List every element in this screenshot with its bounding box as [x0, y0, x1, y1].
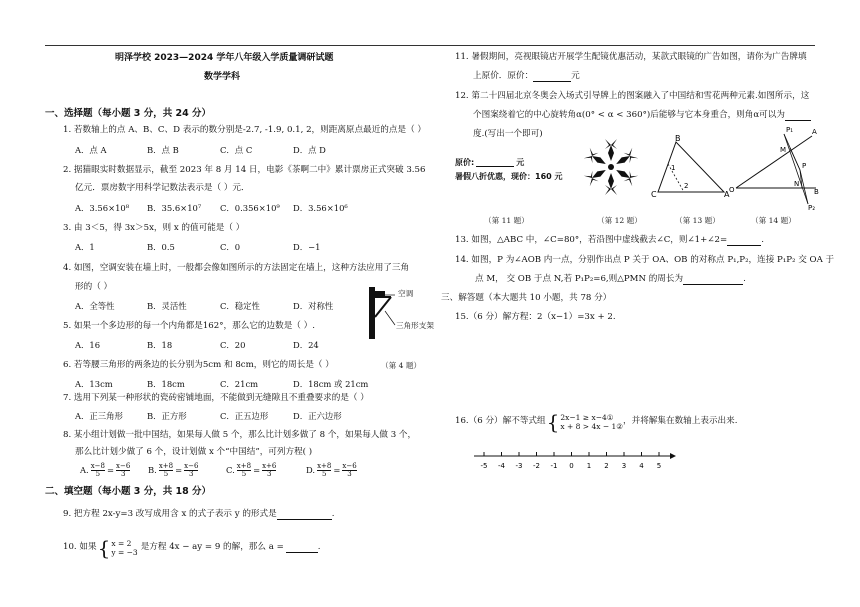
q13-text: 13. 如图，△ABC 中，∠C=80°，若沿图中虚线截去∠C，则∠1+∠2=: [455, 235, 728, 245]
q6-option-c: C．21cm: [220, 379, 259, 389]
fig14-label-p1: P₁: [786, 126, 794, 134]
q5-option-d: D．24: [293, 340, 319, 350]
q8-b-num2: x−6: [184, 462, 199, 470]
fig14-caption: （第 14 题）: [751, 216, 796, 225]
number-line-tick-label: -1: [550, 462, 558, 470]
number-line-tick-label: 5: [656, 462, 662, 470]
q4-option-a: A．全等性: [75, 301, 115, 311]
q8-option-c: C. $\frac{x+8}{5}$ = $\frac{x+6}{3}$: [226, 462, 277, 478]
fig11-caption: （第 11 题）: [484, 216, 529, 225]
q5-stem: 5. 如果一个多边形的每一个内角都是162°，那么它的边数是（ ）.: [63, 321, 315, 331]
q16-stem: 16.（6 分）解不等式组 { 2x−1 ≥ x−4① x + 8 > 4x − 1② ，并将解集在数轴上表示出来.: [455, 410, 738, 434]
q8-d-den1: 5: [321, 470, 327, 478]
figure-4-bracket: [355, 283, 435, 343]
section3-heading: 三、解答题（本大题共 10 小题，共 78 分）: [441, 293, 612, 303]
q8-b-den2: 3: [189, 470, 194, 478]
q11-stem-2: [473, 72, 580, 82]
fig4-caption: （第 4 题）: [381, 361, 422, 370]
q3-stem: 3. 由 3＜5，得 3x＞5x，则 x 的值可能是（ ）: [63, 223, 245, 233]
fig14-label-n: N: [794, 180, 800, 188]
ad-discount-line: 暑假八折优惠，现价：160 元: [455, 172, 563, 182]
q14-stem-2: 点 M， 交 OB 于点 N,若 P₁P₂=6,则△PMN 的周长为 .: [475, 274, 746, 284]
q3-option-b: B．0.5: [147, 242, 175, 252]
q15-stem: 15.（6 分）解方程：2（x−1）=3x + 2.: [455, 312, 616, 322]
q3-option-a: A．1: [75, 242, 95, 252]
q9-stem: 9. 把方程 2x-y=3 改写成用含 x 的式子表示 y 的形式是 .: [63, 509, 335, 519]
fig13-label-c: C: [651, 190, 657, 199]
q8-c-num2: x+6: [262, 462, 277, 470]
q8-stem: 8. 某小组计划做一批中国结，如果每人做 5 个，那么比计划多做了 8 个，如果每人做 3 个，: [63, 430, 417, 440]
q8-b-num1: x+8: [158, 462, 174, 470]
fig13-caption: （第 13 题）: [675, 216, 720, 225]
q8-b-den1: 5: [163, 470, 169, 478]
fig12-caption: （第 12 题）: [597, 216, 642, 225]
q12-stem-2: [473, 111, 811, 121]
q8-option-b: B. $\frac{x+8}{5}$ = $\frac{x-6}{3}$: [148, 462, 199, 478]
q4-option-d: D．对称性: [293, 301, 334, 311]
number-line-arrow-icon: [670, 453, 676, 459]
q9-text: 9. 把方程 2x-y=3 改写成用含 x 的式子表示 y 的形式是: [63, 509, 277, 519]
q6-option-d: D．18cm 或 21cm: [293, 379, 369, 389]
q10-text-b: 是方程 4x − ay = 9 的解，那么 a =: [140, 542, 284, 553]
q10-system-line2: y = −3: [111, 548, 138, 557]
q7-option-b: B．正方形: [147, 411, 187, 421]
fig13-label-1: 1: [671, 164, 676, 172]
q4-option-b: B．灵活性: [147, 301, 187, 311]
q8-d-label: D.: [306, 464, 316, 475]
q3-option-c: C．0: [220, 242, 241, 252]
q11-stem: 11. 暑假期间，亮视眼镜店开展学生配镜优惠活动，某款式眼镜的广告如图，请你为广告牌填: [455, 52, 807, 62]
exam-title: 明泽学校 2023—2024 学年八年级入学质量调研试题: [115, 53, 334, 63]
q1-option-b: B．点 B: [147, 145, 179, 155]
q16-system-line2: x + 8 > 4x − 1②: [560, 422, 624, 431]
number-line-tick-label: -3: [515, 462, 523, 470]
q12-text-b: 个图案绕着它的中心旋转角α(0° < α < 360°)后能够与它本身重合，则角α可以为: [473, 110, 785, 120]
figure-13-triangle: [650, 134, 730, 199]
q5-option-a: A．16: [75, 340, 101, 350]
subject-title: 数学学科: [204, 72, 241, 82]
q1-option-c: C．点 C: [220, 145, 253, 155]
q2-option-c: C．0.356×10⁹: [220, 203, 280, 213]
q13-answer-blank[interactable]: [727, 237, 761, 246]
q14-answer-blank[interactable]: [683, 276, 743, 285]
fig14-label-m: M: [780, 146, 787, 154]
q6-stem: 6. 若等腰三角形的两条边的长分别为5cm 和 8cm，则它的周长是（ ）: [63, 360, 334, 370]
q6-option-a: A．13cm: [75, 379, 113, 389]
q1-option-a: A．点 A: [75, 145, 107, 155]
wall: [369, 287, 375, 339]
fig13-label-b: B: [675, 134, 681, 143]
section2-heading: 二、填空题（每小题 3 分，共 18 分）: [45, 486, 212, 497]
q11-text-b: 上原价．原价：: [473, 71, 534, 81]
number-line-tick-label: -4: [498, 462, 505, 470]
figure-12-snowflake-icon: [580, 136, 642, 198]
q11-answer-blank[interactable]: [533, 73, 571, 82]
q2-option-a: A．3.56×10⁸: [75, 203, 130, 213]
q2-option-b: B．35.6×10⁷: [147, 203, 202, 213]
q8-c-num1: x+8: [236, 462, 252, 470]
q8-stem-2: 那么比计划少做了 6 个，设计划做 x 个“中国结”，可列方程( ): [75, 447, 313, 457]
q4-stem: 4. 如图，空调安装在墙上时，一般都会像如图所示的方法固定在墙上，这种方法应用了三角: [63, 263, 410, 273]
q5-option-b: B．18: [147, 340, 173, 350]
number-line-tick-label: 4: [639, 462, 644, 470]
section1-heading: 一、选择题（每小题 3 分，共 24 分）: [45, 108, 212, 119]
q2-option-d: D．3.56×10⁶: [293, 203, 348, 213]
ad-price-blank: [476, 159, 514, 167]
q4-stem-2: 形的（ ）: [75, 282, 113, 292]
q16-system-line1: 2x−1 ≥ x−4①: [560, 412, 614, 422]
fig13-label-a: A: [724, 190, 730, 199]
q7-option-c: C．正五边形: [220, 411, 269, 421]
fig4-label-ac: 空调: [398, 289, 414, 298]
q8-c-den1: 5: [241, 470, 247, 478]
q1-stem: 1. 若数轴上的点 A、B、C、D 表示的数分别是-2.7, -1.9, 0.1, 2，则距离原点最近的点是（ ）: [63, 125, 426, 135]
q8-a-den2: 3: [120, 470, 126, 478]
number-line-tick-label: 3: [621, 462, 627, 470]
q8-a-den1: 5: [95, 470, 101, 478]
fig4-label-bracket: 三角形支架: [396, 321, 434, 330]
q5-option-c: C．20: [220, 340, 246, 350]
q10-stem: 10. 如果 { x = 2 y = −3 是方程 4x − ay = 9 的解，那么 a = .: [63, 536, 321, 560]
q8-d-num1: x+8: [317, 462, 332, 470]
q8-a-num2: x−6: [116, 462, 131, 470]
fig14-label-p: P: [802, 162, 807, 170]
q6-option-b: B．18cm: [147, 379, 185, 389]
q13-stem: 13. 如图，△ABC 中，∠C=80°，若沿图中虚线截去∠C，则∠1+∠2= .: [455, 235, 764, 245]
fig14-label-a: A: [812, 128, 817, 136]
q12-stem: 12. 第二十四届北京冬奥会入场式引导牌上的图案融入了中国结和雪花两种元素.如图所示，这: [455, 91, 810, 101]
q2-stem: 2. 据猫眼实时数据显示，截至 2023 年 8 月 14 日，电影《茶啊二中》累计票房正式突破 3.56: [63, 165, 426, 175]
q10-system-line1: x = 2: [111, 539, 132, 548]
q9-answer-blank[interactable]: [277, 511, 332, 520]
q16-text-b: ，并将解集在数轴上表示出来.: [623, 416, 738, 427]
number-line-tick-label: 0: [569, 462, 574, 470]
number-line-tick-label: -5: [480, 462, 488, 470]
figure-11-ad: [455, 158, 565, 188]
fig13-label-2: 2: [684, 182, 689, 190]
bracket-brace: [375, 297, 391, 317]
number-line-tick-label: 1: [586, 462, 592, 470]
q8-c-label: C.: [226, 464, 235, 475]
q8-c-den2: 3: [267, 470, 272, 478]
q16-number-line: [470, 446, 680, 476]
q14-stem: 14. 如图，P 为∠AOB 内一点，分别作出点 P 关于 OA、OB 的对称点 P₁,P₂，连接 P₁P₂ 交 OA 于: [455, 255, 835, 265]
ad-original-price-label: 原价:: [455, 158, 475, 167]
q11-text-c: 元: [571, 71, 580, 81]
q8-a-num1: x−8: [90, 462, 105, 470]
fig14-label-o: O: [729, 186, 735, 194]
number-line-tick-label: -2: [533, 462, 540, 470]
q12-answer-blank[interactable]: [785, 112, 811, 121]
q1-option-d: D．点 D: [293, 145, 326, 155]
q4-option-c: C．稳定性: [220, 301, 260, 311]
q16-text-a: 16.（6 分）解不等式组: [455, 416, 546, 427]
q8-d-num2: x−6: [342, 462, 357, 470]
q14-text-b: 点 M， 交 OB 于点 N,若 P₁P₂=6,则△PMN 的周长为: [475, 274, 684, 284]
q8-option-a: A. $\frac{x-8}{5}$ = $\frac{x-6}{3}$: [80, 462, 131, 478]
q8-b-label: B.: [148, 464, 157, 475]
number-line-tick-label: 2: [604, 462, 609, 470]
fig14-label-b: B: [814, 188, 819, 196]
ad-yuan-label: 元: [516, 158, 525, 167]
fig14-label-p2: P₂: [808, 204, 816, 212]
q7-stem: 7. 选用下列某一种形状的瓷砖密铺地面，不能做到无缝隙且不重叠要求的是（ ）: [63, 393, 369, 403]
q12-stem-3: 度.(写出一个即可): [473, 129, 543, 139]
q10-answer-blank[interactable]: [286, 544, 318, 553]
q3-option-d: D．−1: [293, 242, 321, 252]
q7-option-d: D．正六边形: [293, 411, 342, 421]
figure-14-reflection: [728, 122, 820, 212]
q7-option-a: A．正三角形: [75, 411, 123, 421]
q8-option-d: D. $\frac{x+8}{5}$ = $\frac{x-6}{3}$: [306, 462, 357, 478]
q10-text-a: 10. 如果: [63, 542, 97, 553]
header-rule: [45, 45, 815, 46]
q2-stem-2: 亿元．票房数字用科学记数法表示是（ ）元．: [75, 183, 250, 193]
q8-a-label: A.: [80, 464, 89, 475]
q8-d-den2: 3: [347, 470, 352, 478]
